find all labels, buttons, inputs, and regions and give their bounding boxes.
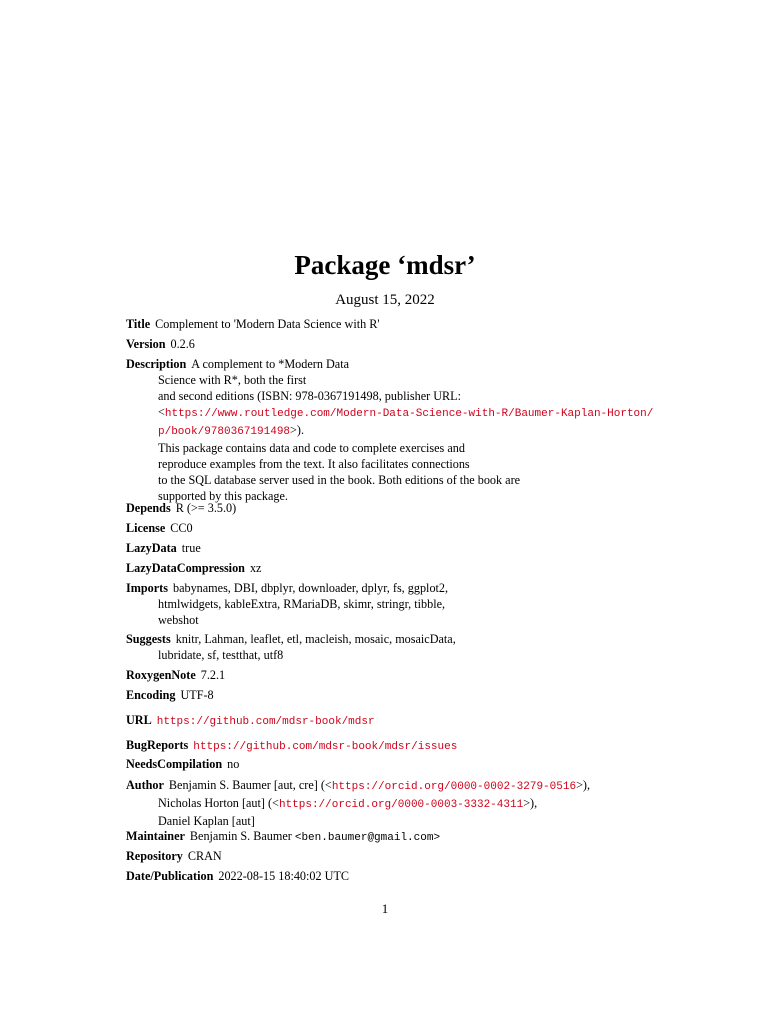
field-label: URL: [126, 713, 152, 727]
package-title: Package ‘mdsr’: [294, 250, 476, 280]
field-bugreports: [126, 737, 457, 755]
field-value: xz: [249, 561, 262, 575]
field-value: Complement to 'Modern Data Science with R': [155, 317, 380, 331]
field-label: Version: [126, 337, 166, 351]
field-label: Description: [126, 357, 187, 371]
field-value: no: [227, 757, 240, 771]
field-value: 7.2.1: [200, 668, 226, 682]
maintainer-email: <ben.baumer@gmail.com>: [294, 832, 441, 844]
field-value: CRAN: [187, 849, 222, 863]
field-maintainer: [126, 828, 440, 846]
description-line: and second editions (ISBN: 978-0367191498, publisher URL:: [158, 389, 461, 403]
orcid-link[interactable]: https://orcid.org/0000-0002-3279-0516: [331, 781, 577, 793]
field-label: Suggests: [126, 632, 171, 646]
field-version: [126, 336, 195, 352]
field-value: UTF-8: [180, 688, 214, 702]
field-datepublication: [126, 868, 349, 884]
field-suggests: [126, 631, 656, 663]
field-url: [126, 712, 375, 730]
field-value: R (>= 3.5.0): [175, 501, 237, 515]
field-author: Author Benjamin S. Baumer [aut, cre] (<https://orcid.org/0000-0002-3279-0516>), Nicholas Horton [aut] (<https://orcid.org/0000-0003-3332-4311>), Daniel Kaplan [aut]: [126, 777, 656, 829]
field-needscompilation: [126, 756, 239, 772]
description-line: supported by this package.: [158, 489, 288, 503]
field-label: Depends: [126, 501, 171, 515]
field-depends: [126, 500, 236, 516]
field-label: NeedsCompilation: [126, 757, 223, 771]
document-date: August 15, 2022: [335, 292, 435, 308]
field-label: LazyDataCompression: [126, 561, 245, 575]
description-line: This package contains data and code to complete exercises and: [158, 441, 465, 455]
publisher-link-cont[interactable]: p/book/9780367191498: [158, 426, 291, 438]
issues-link[interactable]: https://github.com/mdsr-book/mdsr/issues: [193, 741, 458, 753]
description-line: A complement to *Modern Data: [191, 357, 349, 371]
field-label: Title: [126, 317, 151, 331]
field-value: 0.2.6: [170, 337, 195, 351]
field-label: Author: [126, 778, 164, 792]
author-line: Daniel Kaplan [aut]: [158, 814, 255, 828]
field-license: [126, 520, 193, 536]
field-label: Encoding: [126, 688, 176, 702]
field-lazydata: [126, 540, 201, 556]
description-line-url: <https://www.routledge.com/Modern-Data-Science-with-R/Baumer-Kaplan-Horton/: [158, 405, 654, 420]
imports-line: babynames, DBI, dbplyr, downloader, dplyr, fs, ggplot2,: [172, 581, 449, 595]
maintainer-name: Benjamin S. Baumer: [189, 829, 292, 843]
page-number: 1: [381, 901, 389, 916]
field-title: [126, 316, 380, 332]
imports-line: htmlwidgets, kableExtra, RMariaDB, skimr, stringr, tibble,: [158, 597, 446, 611]
field-label: Repository: [126, 849, 183, 863]
imports-line: webshot: [158, 613, 199, 627]
description-line: to the SQL database server used in the book. Both editions of the book are: [158, 473, 521, 487]
field-label: RoxygenNote: [126, 668, 196, 682]
field-repository: [126, 848, 222, 864]
orcid-link[interactable]: https://orcid.org/0000-0003-3332-4311: [278, 799, 524, 811]
description-line: reproduce examples from the text. It also facilitates connections: [158, 457, 470, 471]
field-value: true: [181, 541, 201, 555]
field-label: Maintainer: [126, 829, 185, 843]
suggests-line: lubridate, sf, testthat, utf8: [158, 648, 284, 662]
publisher-link[interactable]: https://www.routledge.com/Modern-Data-Science-with-R/Baumer-Kaplan-Horton/: [164, 408, 654, 420]
github-link[interactable]: https://github.com/mdsr-book/mdsr: [156, 716, 375, 728]
field-imports: [126, 580, 656, 628]
field-label: License: [126, 521, 166, 535]
field-encoding: [126, 687, 214, 703]
description-line: Science with R*, both the first: [158, 373, 307, 387]
field-label: Imports: [126, 581, 168, 595]
field-roxygennote: [126, 667, 225, 683]
field-label: BugReports: [126, 738, 189, 752]
suggests-line: knitr, Lahman, leaflet, etl, macleish, mosaic, mosaicData,: [175, 632, 456, 646]
field-value: CC0: [170, 521, 193, 535]
field-value: 2022-08-15 18:40:02 UTC: [218, 869, 350, 883]
field-label: Date/Publication: [126, 869, 214, 883]
description-line-url: p/book/9780367191498>).: [158, 423, 305, 438]
field-lazydatacompression: [126, 560, 261, 576]
author-line: Nicholas Horton [aut] (<https://orcid.org/0000-0003-3332-4311>),: [158, 796, 538, 811]
field-label: LazyData: [126, 541, 177, 555]
field-description: [126, 356, 656, 504]
